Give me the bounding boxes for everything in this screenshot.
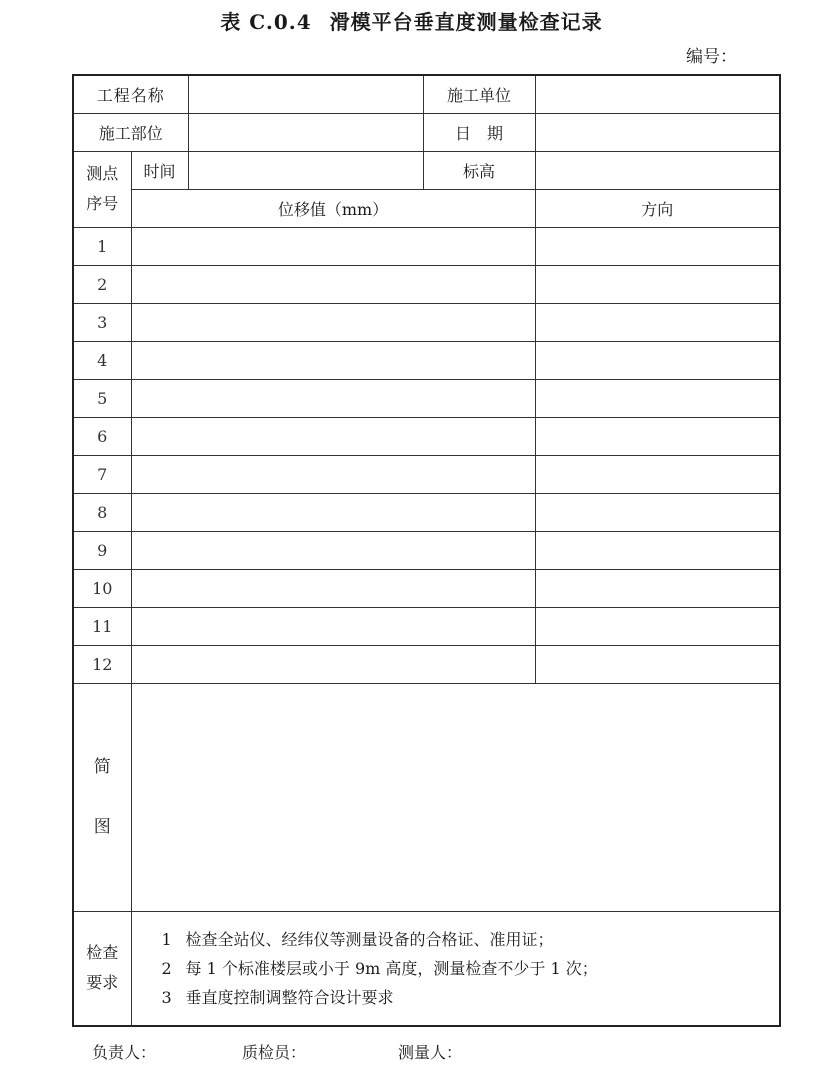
displacement-cell[interactable] [131, 379, 535, 417]
displacement-header: 位移值（mm） [131, 189, 535, 227]
direction-cell[interactable] [535, 379, 780, 417]
row-number: 5 [73, 379, 131, 417]
direction-cell[interactable] [535, 531, 780, 569]
displacement-cell[interactable] [131, 417, 535, 455]
row-number: 7 [73, 455, 131, 493]
row-number: 8 [73, 493, 131, 531]
table-row [73, 227, 780, 265]
construction-part-label: 施工部位 [73, 113, 188, 151]
direction-header: 方向 [535, 189, 780, 227]
sketch-label: 简 图 [73, 683, 131, 911]
displacement-cell[interactable] [131, 227, 535, 265]
displacement-cell[interactable] [131, 455, 535, 493]
direction-cell[interactable] [535, 493, 780, 531]
row-number: 3 [73, 303, 131, 341]
date-label: 日 期 [423, 113, 535, 151]
table-title: 滑模平台垂直度测量检查记录 [329, 10, 603, 34]
table-code: 表 C.0.4 [220, 10, 312, 34]
table-row [73, 493, 780, 531]
time-label: 时间 [131, 151, 188, 189]
contractor-label: 施工单位 [423, 75, 535, 113]
direction-cell[interactable] [535, 265, 780, 303]
displacement-cell[interactable] [131, 645, 535, 683]
table-row [73, 569, 780, 607]
displacement-cell[interactable] [131, 493, 535, 531]
table-row [73, 645, 780, 683]
direction-cell[interactable] [535, 455, 780, 493]
direction-cell[interactable] [535, 341, 780, 379]
displacement-cell[interactable] [131, 569, 535, 607]
surveyor-label: 测量人： [398, 1043, 463, 1062]
requirements-label: 检查 要求 [73, 911, 131, 1026]
project-name-field[interactable] [188, 75, 423, 113]
table-row [73, 455, 780, 493]
requirement-item: 3 垂直度控制调整符合设计要求 [161, 987, 394, 1007]
elevation-field[interactable] [535, 151, 780, 189]
signature-line [92, 1040, 462, 1063]
direction-cell[interactable] [535, 645, 780, 683]
requirements-list [131, 911, 780, 1026]
table-row [73, 303, 780, 341]
page-title [0, 6, 823, 35]
table-row [73, 265, 780, 303]
project-name-label: 工程名称 [73, 75, 188, 113]
doc-number-label: 编号： [686, 47, 737, 67]
displacement-cell[interactable] [131, 531, 535, 569]
requirement-item: 1 检查全站仪、经纬仪等测量设备的合格证、准用证； [161, 929, 554, 949]
displacement-cell[interactable] [131, 341, 535, 379]
row-number: 9 [73, 531, 131, 569]
elevation-label: 标高 [423, 151, 535, 189]
inspector-label: 质检员： [242, 1043, 307, 1062]
displacement-cell[interactable] [131, 265, 535, 303]
sketch-area[interactable] [131, 683, 780, 911]
direction-cell[interactable] [535, 303, 780, 341]
displacement-cell[interactable] [131, 607, 535, 645]
row-number: 2 [73, 265, 131, 303]
date-field[interactable] [535, 113, 780, 151]
direction-cell[interactable] [535, 607, 780, 645]
table-row [73, 341, 780, 379]
displacement-cell[interactable] [131, 303, 535, 341]
direction-cell[interactable] [535, 569, 780, 607]
table-row [73, 379, 780, 417]
row-number: 11 [73, 607, 131, 645]
row-number: 10 [73, 569, 131, 607]
table-row [73, 607, 780, 645]
construction-part-field[interactable] [188, 113, 423, 151]
row-number: 1 [73, 227, 131, 265]
requirement-item: 2 每 1 个标准楼层或小于 9m 高度，测量检查不少于 1 次； [161, 958, 598, 978]
table-row [73, 417, 780, 455]
contractor-field[interactable] [535, 75, 780, 113]
responsible-label: 负责人： [92, 1043, 157, 1062]
time-field[interactable] [188, 151, 423, 189]
point-no-label: 测点 序号 [73, 151, 131, 227]
direction-cell[interactable] [535, 227, 780, 265]
row-number: 12 [73, 645, 131, 683]
table-row [73, 531, 780, 569]
row-number: 4 [73, 341, 131, 379]
direction-cell[interactable] [535, 417, 780, 455]
row-number: 6 [73, 417, 131, 455]
record-table [72, 74, 781, 1027]
